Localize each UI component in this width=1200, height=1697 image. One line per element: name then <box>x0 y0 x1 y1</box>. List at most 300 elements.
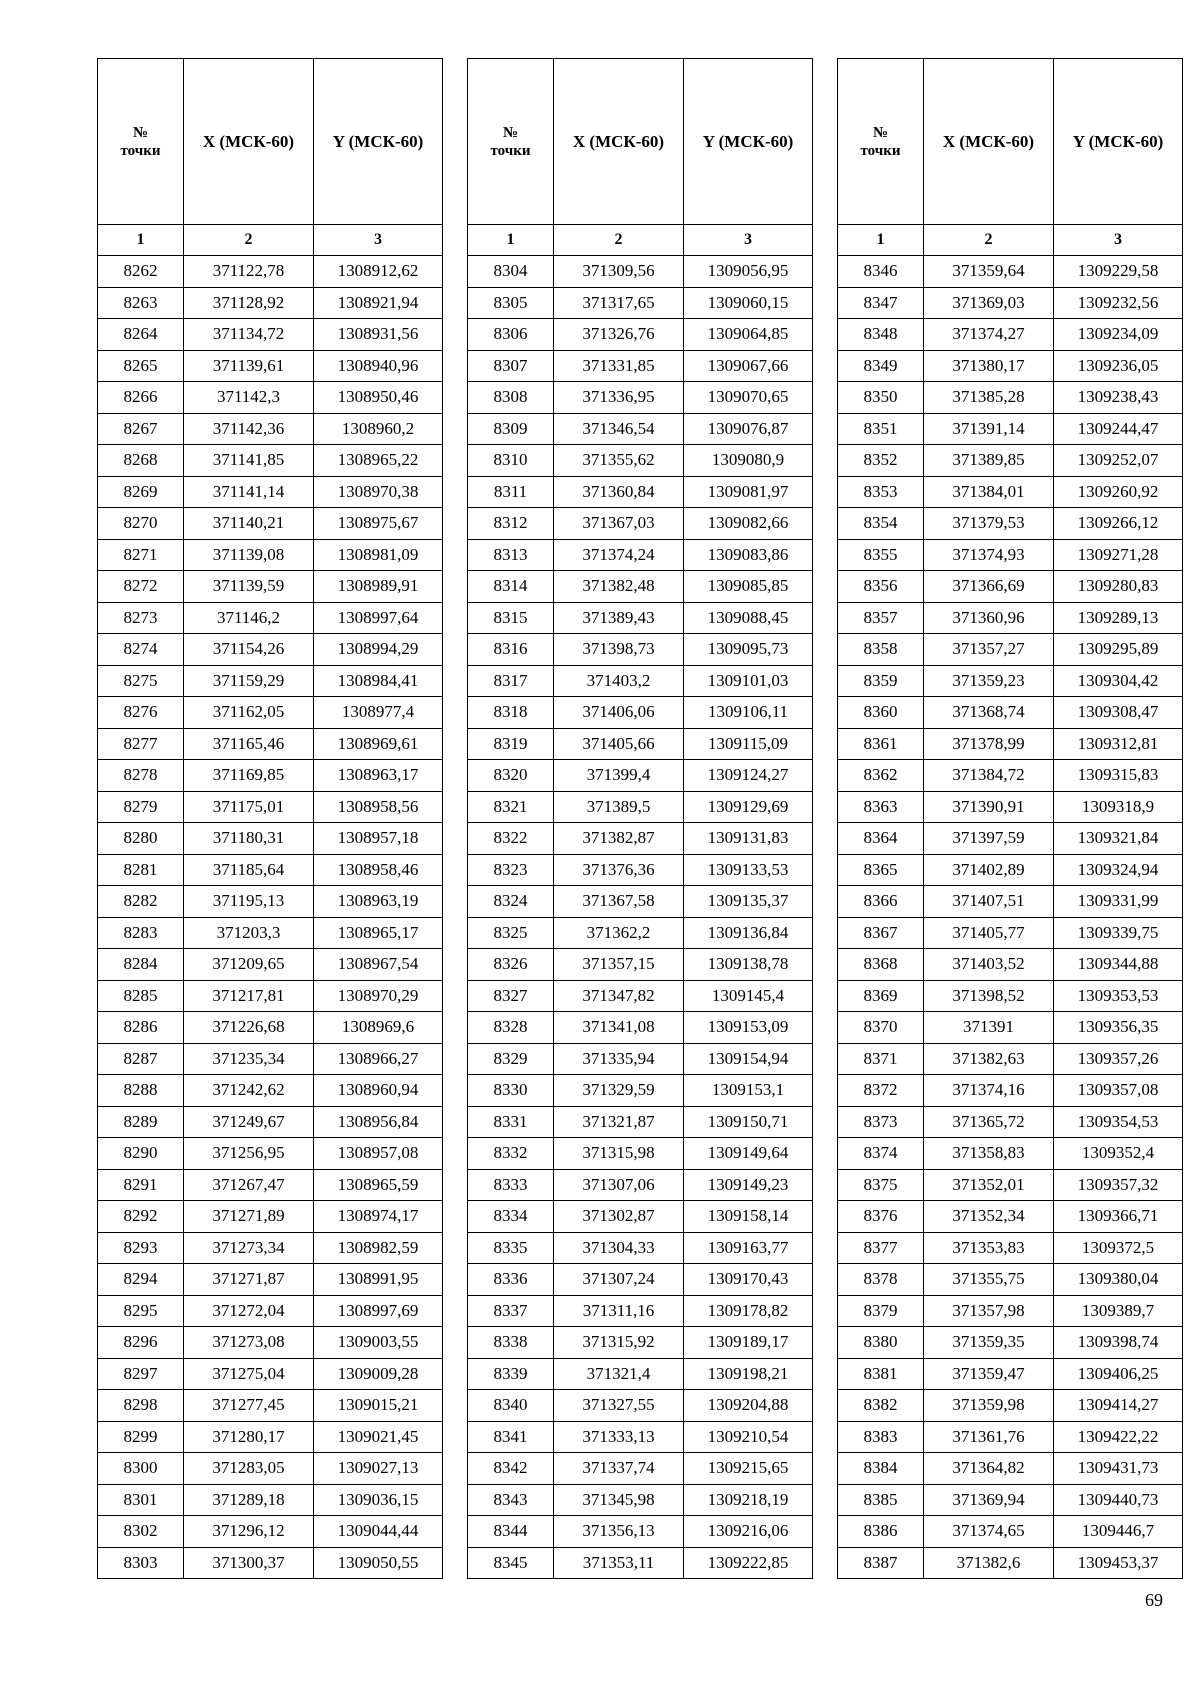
point-number-cell: 8375 <box>838 1169 924 1201</box>
x-coordinate-cell: 371142,3 <box>184 382 314 414</box>
point-number-cell: 8331 <box>468 1106 554 1138</box>
table-row <box>838 319 1183 351</box>
y-coordinate-cell: 1309149,23 <box>684 1169 813 1201</box>
point-number-cell: 8328 <box>468 1012 554 1044</box>
y-coordinate-cell: 1309440,73 <box>1054 1484 1183 1516</box>
table-row <box>98 634 443 666</box>
point-number-cell: 8376 <box>838 1201 924 1233</box>
x-coordinate-cell: 371374,27 <box>924 319 1054 351</box>
x-coordinate-cell: 371382,6 <box>924 1547 1054 1579</box>
y-coordinate-cell: 1309138,78 <box>684 949 813 981</box>
point-number-cell: 8294 <box>98 1264 184 1296</box>
x-coordinate-cell: 371359,64 <box>924 256 1054 288</box>
point-number-cell: 8350 <box>838 382 924 414</box>
y-coordinate-cell: 1309163,77 <box>684 1232 813 1264</box>
table-row <box>468 319 813 351</box>
point-number-cell: 8367 <box>838 917 924 949</box>
table-row <box>468 413 813 445</box>
x-coordinate-cell: 371267,47 <box>184 1169 314 1201</box>
y-coordinate-cell: 1309170,43 <box>684 1264 813 1296</box>
table-row <box>468 917 813 949</box>
x-coordinate-cell: 371355,75 <box>924 1264 1054 1296</box>
x-coordinate-cell: 371307,06 <box>554 1169 684 1201</box>
y-coordinate-cell: 1309003,55 <box>314 1327 443 1359</box>
point-number-cell: 8384 <box>838 1453 924 1485</box>
table-row <box>98 1138 443 1170</box>
y-coordinate-cell: 1308982,59 <box>314 1232 443 1264</box>
table-row <box>838 791 1183 823</box>
y-coordinate-cell: 1309238,43 <box>1054 382 1183 414</box>
x-coordinate-cell: 371289,18 <box>184 1484 314 1516</box>
header-point-number <box>838 59 924 225</box>
point-number-cell: 8360 <box>838 697 924 729</box>
table-row <box>838 1106 1183 1138</box>
x-coordinate-cell: 371366,69 <box>924 571 1054 603</box>
point-number-cell: 8352 <box>838 445 924 477</box>
table-row <box>838 1453 1183 1485</box>
y-coordinate-cell: 1309339,75 <box>1054 917 1183 949</box>
x-coordinate-cell: 371309,56 <box>554 256 684 288</box>
y-coordinate-cell: 1309060,15 <box>684 287 813 319</box>
x-coordinate-cell: 371146,2 <box>184 602 314 634</box>
point-number-cell: 8312 <box>468 508 554 540</box>
table-row <box>468 602 813 634</box>
y-coordinate-cell: 1308974,17 <box>314 1201 443 1233</box>
table-row <box>468 1327 813 1359</box>
column-number-2: 2 <box>924 225 1054 256</box>
x-coordinate-cell: 371271,87 <box>184 1264 314 1296</box>
point-number-cell: 8301 <box>98 1484 184 1516</box>
x-coordinate-cell: 371374,65 <box>924 1516 1054 1548</box>
table-row <box>468 1169 813 1201</box>
y-coordinate-cell: 1309304,42 <box>1054 665 1183 697</box>
y-coordinate-cell: 1309145,4 <box>684 980 813 1012</box>
x-coordinate-cell: 371397,59 <box>924 823 1054 855</box>
x-coordinate-cell: 371368,74 <box>924 697 1054 729</box>
point-number-cell: 8288 <box>98 1075 184 1107</box>
table-row <box>98 1169 443 1201</box>
table-row <box>838 1232 1183 1264</box>
table-row <box>468 665 813 697</box>
point-number-cell: 8359 <box>838 665 924 697</box>
y-coordinate-cell: 1309312,81 <box>1054 728 1183 760</box>
y-coordinate-cell: 1309431,73 <box>1054 1453 1183 1485</box>
point-number-cell: 8285 <box>98 980 184 1012</box>
point-number-cell: 8327 <box>468 980 554 1012</box>
table-row <box>468 886 813 918</box>
point-number-cell: 8377 <box>838 1232 924 1264</box>
y-coordinate-cell: 1309380,04 <box>1054 1264 1183 1296</box>
table-row <box>98 854 443 886</box>
x-coordinate-cell: 371407,51 <box>924 886 1054 918</box>
point-number-cell: 8274 <box>98 634 184 666</box>
x-coordinate-cell: 371302,87 <box>554 1201 684 1233</box>
point-number-cell: 8276 <box>98 697 184 729</box>
y-coordinate-cell: 1309372,5 <box>1054 1232 1183 1264</box>
table-row <box>838 697 1183 729</box>
y-coordinate-cell: 1309204,88 <box>684 1390 813 1422</box>
point-number-cell: 8290 <box>98 1138 184 1170</box>
point-number-cell: 8292 <box>98 1201 184 1233</box>
x-coordinate-cell: 371139,61 <box>184 350 314 382</box>
point-number-cell: 8277 <box>98 728 184 760</box>
table-row <box>838 1138 1183 1170</box>
point-number-cell: 8335 <box>468 1232 554 1264</box>
table-row <box>98 382 443 414</box>
point-number-cell: 8295 <box>98 1295 184 1327</box>
x-coordinate-cell: 371209,65 <box>184 949 314 981</box>
x-coordinate-cell: 371273,08 <box>184 1327 314 1359</box>
table-row <box>468 350 813 382</box>
x-coordinate-cell: 371317,65 <box>554 287 684 319</box>
x-coordinate-cell: 371389,85 <box>924 445 1054 477</box>
header-point-number <box>468 59 554 225</box>
x-coordinate-cell: 371128,92 <box>184 287 314 319</box>
table-row <box>468 508 813 540</box>
table-row <box>98 539 443 571</box>
x-coordinate-cell: 371249,67 <box>184 1106 314 1138</box>
y-coordinate-cell: 1308965,22 <box>314 445 443 477</box>
point-number-cell: 8379 <box>838 1295 924 1327</box>
y-coordinate-cell: 1309222,85 <box>684 1547 813 1579</box>
x-coordinate-cell: 371376,36 <box>554 854 684 886</box>
x-coordinate-cell: 371382,48 <box>554 571 684 603</box>
table-row <box>98 319 443 351</box>
x-coordinate-cell: 371331,85 <box>554 350 684 382</box>
y-coordinate-cell: 1308970,29 <box>314 980 443 1012</box>
point-number-cell: 8305 <box>468 287 554 319</box>
table-row <box>838 1390 1183 1422</box>
table-row <box>468 728 813 760</box>
x-coordinate-cell: 371336,95 <box>554 382 684 414</box>
point-number-cell: 8354 <box>838 508 924 540</box>
x-coordinate-cell: 371175,01 <box>184 791 314 823</box>
x-coordinate-cell: 371359,23 <box>924 665 1054 697</box>
point-number-cell: 8269 <box>98 476 184 508</box>
x-coordinate-cell: 371359,98 <box>924 1390 1054 1422</box>
y-coordinate-cell: 1309260,92 <box>1054 476 1183 508</box>
point-number-cell: 8322 <box>468 823 554 855</box>
table-row <box>838 1358 1183 1390</box>
table-row <box>468 1264 813 1296</box>
x-coordinate-cell: 371352,34 <box>924 1201 1054 1233</box>
point-number-cell: 8302 <box>98 1516 184 1548</box>
y-coordinate-cell: 1309344,88 <box>1054 949 1183 981</box>
x-coordinate-cell: 371273,34 <box>184 1232 314 1264</box>
table-row <box>838 760 1183 792</box>
x-coordinate-cell: 371283,05 <box>184 1453 314 1485</box>
table-row <box>468 1232 813 1264</box>
y-coordinate-cell: 1309236,05 <box>1054 350 1183 382</box>
point-number-cell: 8362 <box>838 760 924 792</box>
table-row <box>468 1516 813 1548</box>
y-coordinate-cell: 1309115,09 <box>684 728 813 760</box>
table-row <box>98 571 443 603</box>
table-row <box>838 1327 1183 1359</box>
point-number-cell: 8385 <box>838 1484 924 1516</box>
y-coordinate-cell: 1309318,9 <box>1054 791 1183 823</box>
table-row <box>838 571 1183 603</box>
table-row <box>838 917 1183 949</box>
header-point-number <box>98 59 184 225</box>
point-number-cell: 8383 <box>838 1421 924 1453</box>
y-coordinate-cell: 1308960,94 <box>314 1075 443 1107</box>
y-coordinate-cell: 1309081,97 <box>684 476 813 508</box>
x-coordinate-cell: 371341,08 <box>554 1012 684 1044</box>
table-row <box>98 1075 443 1107</box>
point-number-cell: 8361 <box>838 728 924 760</box>
x-coordinate-cell: 371364,82 <box>924 1453 1054 1485</box>
table-row <box>468 1484 813 1516</box>
table-row <box>98 508 443 540</box>
y-coordinate-cell: 1308921,94 <box>314 287 443 319</box>
point-number-cell: 8289 <box>98 1106 184 1138</box>
point-number-cell: 8369 <box>838 980 924 1012</box>
y-coordinate-cell: 1309210,54 <box>684 1421 813 1453</box>
point-number-cell: 8286 <box>98 1012 184 1044</box>
y-coordinate-cell: 1309453,37 <box>1054 1547 1183 1579</box>
point-number-cell: 8273 <box>98 602 184 634</box>
x-coordinate-cell: 371358,83 <box>924 1138 1054 1170</box>
y-coordinate-cell: 1309149,64 <box>684 1138 813 1170</box>
table-body <box>468 256 813 1579</box>
point-number-cell: 8326 <box>468 949 554 981</box>
table-row <box>468 1547 813 1579</box>
y-coordinate-cell: 1308975,67 <box>314 508 443 540</box>
x-coordinate-cell: 371403,52 <box>924 949 1054 981</box>
y-coordinate-cell: 1309095,73 <box>684 634 813 666</box>
y-coordinate-cell: 1309389,7 <box>1054 1295 1183 1327</box>
x-coordinate-cell: 371359,47 <box>924 1358 1054 1390</box>
point-number-cell: 8318 <box>468 697 554 729</box>
table-row <box>98 980 443 1012</box>
point-number-cell: 8368 <box>838 949 924 981</box>
table-row <box>468 1358 813 1390</box>
header-num-sign: № <box>872 124 889 141</box>
table-row <box>838 382 1183 414</box>
x-coordinate-cell: 371382,87 <box>554 823 684 855</box>
point-number-cell: 8330 <box>468 1075 554 1107</box>
x-coordinate-cell: 371389,5 <box>554 791 684 823</box>
table-row <box>468 634 813 666</box>
table-row <box>468 1106 813 1138</box>
x-coordinate-cell: 371122,78 <box>184 256 314 288</box>
x-coordinate-cell: 371311,16 <box>554 1295 684 1327</box>
x-coordinate-cell: 371356,13 <box>554 1516 684 1548</box>
table-row <box>468 949 813 981</box>
y-coordinate-cell: 1309232,56 <box>1054 287 1183 319</box>
x-coordinate-cell: 371403,2 <box>554 665 684 697</box>
y-coordinate-cell: 1309056,95 <box>684 256 813 288</box>
y-coordinate-cell: 1309331,99 <box>1054 886 1183 918</box>
header-y: Y (МСК-60) <box>684 59 813 225</box>
point-number-cell: 8264 <box>98 319 184 351</box>
y-coordinate-cell: 1309398,74 <box>1054 1327 1183 1359</box>
table-row <box>838 886 1183 918</box>
x-coordinate-cell: 371384,72 <box>924 760 1054 792</box>
point-number-cell: 8272 <box>98 571 184 603</box>
x-coordinate-cell: 371159,29 <box>184 665 314 697</box>
x-coordinate-cell: 371272,04 <box>184 1295 314 1327</box>
x-coordinate-cell: 371307,24 <box>554 1264 684 1296</box>
x-coordinate-cell: 371180,31 <box>184 823 314 855</box>
point-number-cell: 8349 <box>838 350 924 382</box>
header-num-word: точки <box>120 142 161 159</box>
point-number-cell: 8311 <box>468 476 554 508</box>
x-coordinate-cell: 371398,73 <box>554 634 684 666</box>
header-x: X (МСК-60) <box>554 59 684 225</box>
y-coordinate-cell: 1309154,94 <box>684 1043 813 1075</box>
x-coordinate-cell: 371165,46 <box>184 728 314 760</box>
x-coordinate-cell: 371357,98 <box>924 1295 1054 1327</box>
x-coordinate-cell: 371406,06 <box>554 697 684 729</box>
x-coordinate-cell: 371256,95 <box>184 1138 314 1170</box>
y-coordinate-cell: 1308991,95 <box>314 1264 443 1296</box>
point-number-cell: 8324 <box>468 886 554 918</box>
point-number-cell: 8306 <box>468 319 554 351</box>
y-coordinate-cell: 1308965,59 <box>314 1169 443 1201</box>
header-num-word: точки <box>490 142 531 159</box>
y-coordinate-cell: 1309153,1 <box>684 1075 813 1107</box>
header-num-word: точки <box>860 142 901 159</box>
x-coordinate-cell: 371235,34 <box>184 1043 314 1075</box>
table-row <box>838 665 1183 697</box>
table-row <box>468 1075 813 1107</box>
y-coordinate-cell: 1309271,28 <box>1054 539 1183 571</box>
point-number-cell: 8372 <box>838 1075 924 1107</box>
point-number-cell: 8357 <box>838 602 924 634</box>
x-coordinate-cell: 371327,55 <box>554 1390 684 1422</box>
x-coordinate-cell: 371374,16 <box>924 1075 1054 1107</box>
y-coordinate-cell: 1309136,84 <box>684 917 813 949</box>
point-number-cell: 8346 <box>838 256 924 288</box>
point-number-cell: 8321 <box>468 791 554 823</box>
table-body <box>98 256 443 1579</box>
column-number-3: 3 <box>684 225 813 256</box>
y-coordinate-cell: 1309015,21 <box>314 1390 443 1422</box>
x-coordinate-cell: 371391 <box>924 1012 1054 1044</box>
table-row <box>98 256 443 288</box>
y-coordinate-cell: 1309280,83 <box>1054 571 1183 603</box>
point-number-cell: 8280 <box>98 823 184 855</box>
point-number-cell: 8342 <box>468 1453 554 1485</box>
y-coordinate-cell: 1308969,61 <box>314 728 443 760</box>
x-coordinate-cell: 371347,82 <box>554 980 684 1012</box>
y-coordinate-cell: 1308957,18 <box>314 823 443 855</box>
x-coordinate-cell: 371357,15 <box>554 949 684 981</box>
y-coordinate-cell: 1309252,07 <box>1054 445 1183 477</box>
table-row <box>98 350 443 382</box>
point-number-cell: 8343 <box>468 1484 554 1516</box>
x-coordinate-cell: 371333,13 <box>554 1421 684 1453</box>
table-row <box>838 445 1183 477</box>
column-number-1: 1 <box>838 225 924 256</box>
x-coordinate-cell: 371329,59 <box>554 1075 684 1107</box>
table-row <box>838 413 1183 445</box>
table-row <box>98 1232 443 1264</box>
header-x: X (МСК-60) <box>924 59 1054 225</box>
point-number-cell: 8298 <box>98 1390 184 1422</box>
x-coordinate-cell: 371365,72 <box>924 1106 1054 1138</box>
table-row <box>468 287 813 319</box>
y-coordinate-cell: 1309266,12 <box>1054 508 1183 540</box>
x-coordinate-cell: 371352,01 <box>924 1169 1054 1201</box>
table-row <box>98 886 443 918</box>
y-coordinate-cell: 1308977,4 <box>314 697 443 729</box>
y-coordinate-cell: 1308960,2 <box>314 413 443 445</box>
table-row <box>98 697 443 729</box>
y-coordinate-cell: 1308950,46 <box>314 382 443 414</box>
x-coordinate-cell: 371280,17 <box>184 1421 314 1453</box>
header-x: X (МСК-60) <box>184 59 314 225</box>
header-num-sign: № <box>132 124 149 141</box>
y-coordinate-cell: 1309129,69 <box>684 791 813 823</box>
x-coordinate-cell: 371346,54 <box>554 413 684 445</box>
y-coordinate-cell: 1308958,56 <box>314 791 443 823</box>
x-coordinate-cell: 371398,52 <box>924 980 1054 1012</box>
table-row <box>98 1358 443 1390</box>
y-coordinate-cell: 1309216,06 <box>684 1516 813 1548</box>
point-number-cell: 8386 <box>838 1516 924 1548</box>
point-number-cell: 8338 <box>468 1327 554 1359</box>
point-number-cell: 8371 <box>838 1043 924 1075</box>
point-number-cell: 8319 <box>468 728 554 760</box>
column-number-2: 2 <box>554 225 684 256</box>
point-number-cell: 8291 <box>98 1169 184 1201</box>
y-coordinate-cell: 1309189,17 <box>684 1327 813 1359</box>
x-coordinate-cell: 371353,83 <box>924 1232 1054 1264</box>
header-y: Y (МСК-60) <box>314 59 443 225</box>
x-coordinate-cell: 371379,53 <box>924 508 1054 540</box>
table-row <box>838 728 1183 760</box>
table-row <box>468 539 813 571</box>
table-row <box>468 1043 813 1075</box>
x-coordinate-cell: 371353,11 <box>554 1547 684 1579</box>
x-coordinate-cell: 371139,08 <box>184 539 314 571</box>
point-number-cell: 8316 <box>468 634 554 666</box>
column-number-2: 2 <box>184 225 314 256</box>
point-number-cell: 8348 <box>838 319 924 351</box>
table-row <box>838 949 1183 981</box>
point-number-cell: 8332 <box>468 1138 554 1170</box>
x-coordinate-cell: 371355,62 <box>554 445 684 477</box>
point-number-cell: 8336 <box>468 1264 554 1296</box>
table-row <box>98 917 443 949</box>
y-coordinate-cell: 1309366,71 <box>1054 1201 1183 1233</box>
table-row <box>98 823 443 855</box>
y-coordinate-cell: 1309088,45 <box>684 602 813 634</box>
x-coordinate-cell: 371154,26 <box>184 634 314 666</box>
table-row <box>468 1453 813 1485</box>
x-coordinate-cell: 371405,66 <box>554 728 684 760</box>
y-coordinate-cell: 1309150,71 <box>684 1106 813 1138</box>
y-coordinate-cell: 1308963,19 <box>314 886 443 918</box>
x-coordinate-cell: 371140,21 <box>184 508 314 540</box>
x-coordinate-cell: 371360,96 <box>924 602 1054 634</box>
column-number-3: 3 <box>1054 225 1183 256</box>
table-row <box>98 1264 443 1296</box>
table-row <box>98 1201 443 1233</box>
table-row <box>838 634 1183 666</box>
y-coordinate-cell: 1308956,84 <box>314 1106 443 1138</box>
point-number-cell: 8308 <box>468 382 554 414</box>
x-coordinate-cell: 371326,76 <box>554 319 684 351</box>
table-row <box>468 1295 813 1327</box>
table-row <box>838 508 1183 540</box>
x-coordinate-cell: 371321,87 <box>554 1106 684 1138</box>
x-coordinate-cell: 371139,59 <box>184 571 314 603</box>
table-row <box>98 445 443 477</box>
